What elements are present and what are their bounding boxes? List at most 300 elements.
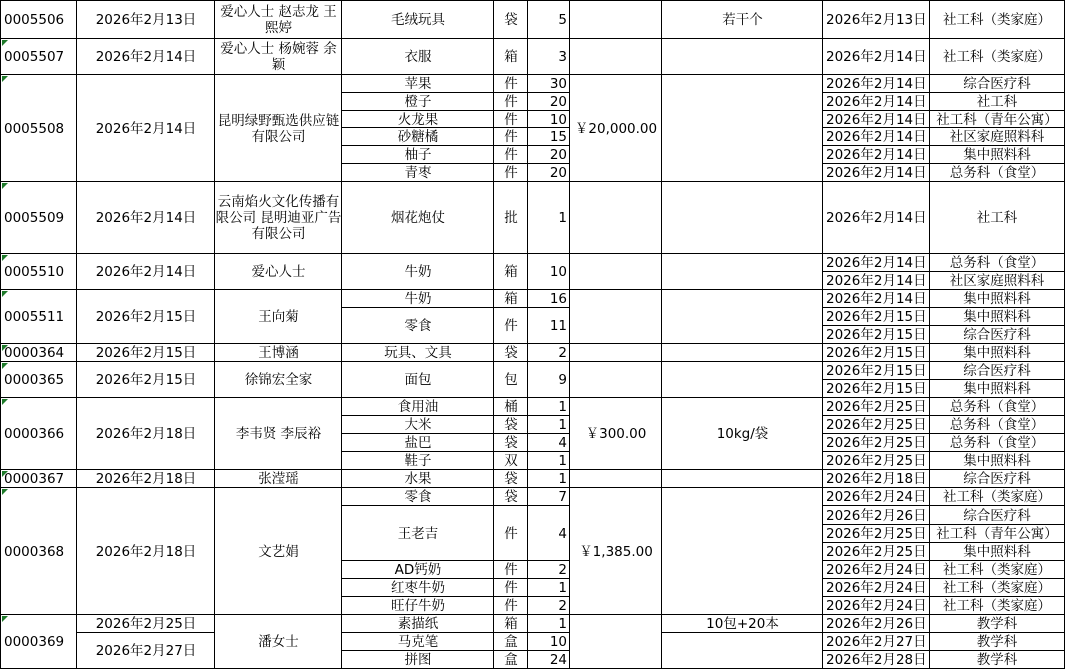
item-qty[interactable] bbox=[527, 415, 570, 434]
item-name[interactable] bbox=[341, 145, 494, 164]
item-name[interactable] bbox=[341, 181, 494, 254]
dist-date[interactable] bbox=[822, 524, 930, 543]
item-qty-text: 4 bbox=[558, 435, 567, 451]
note-text[interactable] bbox=[661, 38, 823, 75]
item-unit-text: 盒 bbox=[504, 634, 518, 650]
donor-name[interactable] bbox=[214, 343, 342, 362]
item-qty-text: 9 bbox=[558, 372, 567, 388]
item-unit-text: 件 bbox=[504, 165, 518, 181]
item-unit[interactable] bbox=[493, 505, 528, 561]
row-id-text: 0005511 bbox=[4, 309, 65, 325]
dist-dept[interactable] bbox=[929, 578, 1065, 597]
dist-date-text: 2026年2月14日 bbox=[826, 147, 927, 163]
item-unit-text: 桶 bbox=[504, 399, 518, 415]
item-qty[interactable] bbox=[527, 181, 570, 254]
row-id[interactable] bbox=[0, 74, 77, 182]
dist-date-text: 2026年2月13日 bbox=[826, 12, 927, 28]
dist-dept[interactable] bbox=[929, 469, 1065, 488]
donation-date[interactable] bbox=[76, 38, 215, 75]
item-name-text: 烟花炮仗 bbox=[391, 210, 445, 226]
item-name[interactable] bbox=[341, 632, 494, 651]
item-name-text: 食用油 bbox=[397, 399, 439, 415]
dist-dept-text: 集中照料科 bbox=[963, 291, 1031, 307]
dist-date-text: 2026年2月24日 bbox=[826, 489, 927, 505]
dist-date-text: 2026年2月14日 bbox=[826, 49, 927, 65]
donation-date[interactable] bbox=[76, 253, 215, 290]
item-name[interactable] bbox=[341, 361, 494, 398]
dist-dept[interactable] bbox=[929, 127, 1065, 146]
dist-date-text: 2026年2月24日 bbox=[826, 580, 927, 596]
item-name[interactable] bbox=[341, 253, 494, 290]
item-qty[interactable] bbox=[527, 163, 570, 182]
dist-dept-text: 社区家庭照料科 bbox=[949, 273, 1045, 289]
item-qty[interactable] bbox=[527, 505, 570, 561]
item-qty[interactable] bbox=[527, 0, 570, 39]
dist-date[interactable] bbox=[822, 38, 930, 75]
row-id[interactable] bbox=[0, 343, 77, 362]
dist-dept[interactable] bbox=[929, 560, 1065, 579]
item-qty-text: 2 bbox=[558, 345, 567, 361]
item-qty[interactable] bbox=[527, 361, 570, 398]
dist-dept[interactable] bbox=[929, 614, 1065, 633]
dist-dept[interactable] bbox=[929, 38, 1065, 75]
item-name-text: 大米 bbox=[404, 417, 432, 433]
item-name[interactable] bbox=[341, 74, 494, 93]
item-name[interactable] bbox=[341, 0, 494, 39]
row-id[interactable] bbox=[0, 487, 77, 615]
item-unit[interactable] bbox=[493, 289, 528, 308]
item-name-text: 青枣 bbox=[404, 165, 432, 181]
donor-name[interactable] bbox=[214, 361, 342, 398]
dist-date[interactable] bbox=[822, 650, 930, 669]
item-name[interactable] bbox=[341, 127, 494, 146]
item-name-text: 玩具、文具 bbox=[384, 345, 452, 361]
dist-date[interactable] bbox=[822, 74, 930, 93]
amount-value[interactable] bbox=[569, 289, 662, 344]
dist-date[interactable] bbox=[822, 397, 930, 416]
item-qty-text: 2 bbox=[558, 562, 567, 578]
item-unit-text: 盒 bbox=[504, 651, 518, 668]
item-qty[interactable] bbox=[527, 343, 570, 362]
dist-dept[interactable] bbox=[929, 379, 1065, 398]
dist-dept-text: 综合医疗科 bbox=[963, 471, 1031, 487]
amount-value[interactable] bbox=[569, 469, 662, 488]
dist-dept[interactable] bbox=[929, 433, 1065, 452]
amount-value[interactable] bbox=[569, 38, 662, 75]
dist-date[interactable] bbox=[822, 127, 930, 146]
row-id[interactable] bbox=[0, 181, 77, 254]
item-name[interactable] bbox=[341, 487, 494, 506]
donor-name-text: 王博涵 bbox=[258, 345, 299, 361]
dist-dept-text: 社工科 bbox=[976, 94, 1018, 110]
item-qty[interactable] bbox=[527, 469, 570, 488]
donor-name-text: 张滢瑶 bbox=[258, 471, 299, 487]
item-unit[interactable] bbox=[493, 578, 528, 597]
row-id[interactable] bbox=[0, 469, 77, 488]
note-text[interactable] bbox=[661, 361, 823, 398]
dist-date-text: 2026年2月15日 bbox=[826, 345, 927, 361]
dist-dept-text: 总务科（食堂） bbox=[949, 417, 1045, 433]
dist-dept[interactable] bbox=[929, 325, 1065, 344]
note-text[interactable] bbox=[661, 181, 823, 254]
item-qty-text: 20 bbox=[549, 165, 567, 181]
item-name[interactable] bbox=[341, 560, 494, 579]
dist-date[interactable] bbox=[822, 343, 930, 362]
item-qty[interactable] bbox=[527, 650, 570, 669]
item-unit[interactable] bbox=[493, 415, 528, 434]
item-unit[interactable] bbox=[493, 38, 528, 75]
item-qty[interactable] bbox=[527, 145, 570, 164]
donor-name-text: 爱心人士 赵志龙 王熙婷 bbox=[220, 4, 337, 36]
item-unit[interactable] bbox=[493, 92, 528, 111]
dist-dept[interactable] bbox=[929, 0, 1065, 39]
item-name[interactable] bbox=[341, 38, 494, 75]
item-unit[interactable] bbox=[493, 560, 528, 579]
dist-date[interactable] bbox=[822, 415, 930, 434]
dist-dept[interactable] bbox=[929, 451, 1065, 470]
row-id-text: 0005509 bbox=[4, 210, 65, 226]
item-unit-text: 件 bbox=[504, 598, 518, 614]
item-name[interactable] bbox=[341, 650, 494, 669]
dist-date[interactable] bbox=[822, 487, 930, 506]
dist-date[interactable] bbox=[822, 92, 930, 111]
item-name-text: 零食 bbox=[404, 318, 432, 334]
dist-dept[interactable] bbox=[929, 289, 1065, 308]
item-qty[interactable] bbox=[527, 451, 570, 470]
donor-name[interactable] bbox=[214, 469, 342, 488]
donor-name[interactable] bbox=[214, 38, 342, 75]
amount-value[interactable] bbox=[569, 0, 662, 39]
item-qty-text: 30 bbox=[549, 76, 567, 92]
dist-date[interactable] bbox=[822, 110, 930, 128]
row-id[interactable] bbox=[0, 38, 77, 75]
item-unit-text: 袋 bbox=[504, 12, 518, 28]
item-qty-text: 11 bbox=[549, 318, 567, 334]
item-qty-text: 16 bbox=[549, 291, 567, 307]
dist-dept[interactable] bbox=[929, 415, 1065, 434]
donation-date[interactable] bbox=[76, 632, 215, 669]
donation-date-text: 2026年2月15日 bbox=[95, 345, 197, 361]
item-qty[interactable] bbox=[527, 307, 570, 344]
item-qty[interactable] bbox=[527, 289, 570, 308]
item-unit-text: 袋 bbox=[504, 345, 518, 361]
donation-date[interactable] bbox=[76, 74, 215, 182]
donor-name[interactable] bbox=[214, 614, 342, 669]
item-name-text: AD钙奶 bbox=[394, 562, 442, 578]
dist-dept[interactable] bbox=[929, 505, 1065, 525]
row-id[interactable] bbox=[0, 397, 77, 470]
donation-date[interactable] bbox=[76, 397, 215, 470]
donor-name[interactable] bbox=[214, 74, 342, 182]
item-name-text: 红枣牛奶 bbox=[391, 580, 445, 596]
item-qty[interactable] bbox=[527, 433, 570, 452]
donation-date[interactable] bbox=[76, 343, 215, 362]
dist-date-text: 2026年2月27日 bbox=[826, 634, 927, 650]
donation-date[interactable] bbox=[76, 0, 215, 39]
dist-dept-text: 综合医疗科 bbox=[963, 327, 1031, 343]
item-unit-text: 包 bbox=[504, 372, 518, 388]
row-id-text: 0000364 bbox=[4, 345, 65, 361]
item-unit-text: 箱 bbox=[504, 264, 518, 280]
row-id[interactable] bbox=[0, 614, 77, 669]
item-unit[interactable] bbox=[493, 451, 528, 470]
item-qty-text: 5 bbox=[558, 12, 567, 28]
item-qty[interactable] bbox=[527, 578, 570, 597]
dist-date[interactable] bbox=[822, 469, 930, 488]
donor-name[interactable] bbox=[214, 487, 342, 615]
amount-value[interactable] bbox=[569, 397, 662, 470]
dist-date[interactable] bbox=[822, 0, 930, 39]
item-unit[interactable] bbox=[493, 487, 528, 506]
dist-date[interactable] bbox=[822, 560, 930, 579]
comment-indicator-icon bbox=[2, 40, 8, 46]
item-qty[interactable] bbox=[527, 487, 570, 506]
donor-name[interactable] bbox=[214, 181, 342, 254]
item-unit-text: 袋 bbox=[504, 435, 518, 451]
dist-dept-text: 综合医疗科 bbox=[963, 76, 1031, 92]
amount-value[interactable] bbox=[569, 487, 662, 615]
dist-date[interactable] bbox=[822, 596, 930, 615]
note-text[interactable] bbox=[661, 632, 823, 669]
dist-dept[interactable] bbox=[929, 650, 1065, 669]
item-qty[interactable] bbox=[527, 92, 570, 111]
item-unit[interactable] bbox=[493, 0, 528, 39]
donation-date-text: 2026年2月25日 bbox=[95, 616, 197, 632]
item-qty[interactable] bbox=[527, 596, 570, 615]
note-text[interactable] bbox=[661, 0, 823, 39]
note-text[interactable] bbox=[661, 614, 823, 633]
dist-dept-text: 集中照料科 bbox=[963, 309, 1031, 325]
item-unit[interactable] bbox=[493, 469, 528, 488]
item-name[interactable] bbox=[341, 307, 494, 344]
item-qty[interactable] bbox=[527, 632, 570, 651]
item-qty[interactable] bbox=[527, 38, 570, 75]
item-unit[interactable] bbox=[493, 614, 528, 633]
item-name[interactable] bbox=[341, 505, 494, 561]
dist-date[interactable] bbox=[822, 289, 930, 308]
dist-date-text: 2026年2月25日 bbox=[826, 435, 927, 451]
donation-date-text: 2026年2月14日 bbox=[95, 210, 197, 226]
dist-dept[interactable] bbox=[929, 145, 1065, 164]
dist-date-text: 2026年2月26日 bbox=[826, 616, 927, 632]
row-id[interactable] bbox=[0, 0, 77, 39]
dist-date-text: 2026年2月24日 bbox=[826, 598, 927, 614]
note-text[interactable] bbox=[661, 397, 823, 470]
dist-dept[interactable] bbox=[929, 110, 1065, 128]
item-qty-text: 2 bbox=[558, 598, 567, 614]
dist-date[interactable] bbox=[822, 307, 930, 326]
item-unit[interactable] bbox=[493, 74, 528, 93]
donor-name[interactable] bbox=[214, 397, 342, 470]
note-text[interactable] bbox=[661, 74, 823, 182]
item-unit[interactable] bbox=[493, 163, 528, 182]
item-name[interactable] bbox=[341, 469, 494, 488]
donation-date[interactable] bbox=[76, 289, 215, 344]
item-unit[interactable] bbox=[493, 181, 528, 254]
row-id-text: 0000366 bbox=[4, 426, 65, 442]
dist-date[interactable] bbox=[822, 451, 930, 470]
item-unit[interactable] bbox=[493, 632, 528, 651]
donation-date[interactable] bbox=[76, 469, 215, 488]
amount-value[interactable] bbox=[569, 614, 662, 669]
item-name-text: 毛绒玩具 bbox=[391, 12, 445, 28]
note-text[interactable] bbox=[661, 253, 823, 290]
dist-dept[interactable] bbox=[929, 596, 1065, 615]
item-name[interactable] bbox=[341, 614, 494, 633]
item-unit[interactable] bbox=[493, 433, 528, 452]
item-unit[interactable] bbox=[493, 145, 528, 164]
dist-dept[interactable] bbox=[929, 307, 1065, 326]
dist-dept-text: 总务科（食堂） bbox=[949, 255, 1045, 271]
row-id[interactable] bbox=[0, 361, 77, 398]
comment-indicator-icon bbox=[2, 363, 8, 369]
row-id[interactable] bbox=[0, 289, 77, 344]
item-name-text: 马克笔 bbox=[397, 634, 439, 650]
dist-date-text: 2026年2月14日 bbox=[826, 210, 927, 226]
amount-value[interactable] bbox=[569, 253, 662, 290]
dist-date[interactable] bbox=[822, 632, 930, 651]
item-name-text: 牛奶 bbox=[404, 264, 432, 280]
item-name-text: 盐巴 bbox=[404, 435, 432, 451]
dist-dept-text: 社工科（青年公寓） bbox=[936, 111, 1058, 128]
item-name[interactable] bbox=[341, 110, 494, 128]
dist-dept[interactable] bbox=[929, 632, 1065, 651]
comment-indicator-icon bbox=[2, 399, 8, 405]
donation-date[interactable] bbox=[76, 614, 215, 633]
dist-dept[interactable] bbox=[929, 343, 1065, 362]
dist-dept-text: 教学科 bbox=[976, 616, 1018, 632]
dist-date[interactable] bbox=[822, 163, 930, 182]
dist-dept-text: 社工科（类家庭） bbox=[943, 489, 1051, 505]
item-qty-text: 1 bbox=[558, 417, 567, 433]
item-qty[interactable] bbox=[527, 74, 570, 93]
dist-dept-text: 集中照料科 bbox=[963, 381, 1031, 397]
item-unit[interactable] bbox=[493, 397, 528, 416]
item-unit-text: 件 bbox=[504, 580, 518, 596]
note-text[interactable] bbox=[661, 487, 823, 615]
dist-dept-text: 集中照料科 bbox=[963, 345, 1031, 361]
row-id[interactable] bbox=[0, 253, 77, 290]
dist-dept-text: 集中照料科 bbox=[963, 453, 1031, 469]
donor-name[interactable] bbox=[214, 289, 342, 344]
donation-date-text: 2026年2月15日 bbox=[95, 309, 197, 325]
item-name-text: 拼图 bbox=[404, 651, 432, 668]
item-name[interactable] bbox=[341, 433, 494, 452]
dist-dept[interactable] bbox=[929, 542, 1065, 561]
item-qty[interactable] bbox=[527, 614, 570, 633]
note-text[interactable] bbox=[661, 289, 823, 344]
item-qty[interactable] bbox=[527, 397, 570, 416]
amount-value[interactable] bbox=[569, 343, 662, 362]
donor-name[interactable] bbox=[214, 0, 342, 39]
dist-dept[interactable] bbox=[929, 524, 1065, 543]
dist-date[interactable] bbox=[822, 181, 930, 254]
dist-date[interactable] bbox=[822, 271, 930, 290]
note-text[interactable] bbox=[661, 469, 823, 488]
item-qty-text: 3 bbox=[558, 49, 567, 65]
item-qty[interactable] bbox=[527, 127, 570, 146]
dist-date[interactable] bbox=[822, 361, 930, 380]
item-unit[interactable] bbox=[493, 253, 528, 290]
item-unit-text: 件 bbox=[504, 318, 518, 334]
dist-dept[interactable] bbox=[929, 74, 1065, 93]
item-name-text: 素描纸 bbox=[397, 616, 439, 632]
dist-date-text: 2026年2月15日 bbox=[826, 381, 927, 397]
item-qty[interactable] bbox=[527, 560, 570, 579]
dist-dept-text: 社工科 bbox=[976, 210, 1018, 226]
dist-date[interactable] bbox=[822, 433, 930, 452]
item-unit[interactable] bbox=[493, 110, 528, 128]
item-unit-text: 袋 bbox=[504, 471, 518, 487]
item-unit[interactable] bbox=[493, 127, 528, 146]
item-name-text: 水果 bbox=[404, 471, 432, 487]
item-name[interactable] bbox=[341, 163, 494, 182]
dist-date[interactable] bbox=[822, 145, 930, 164]
item-unit[interactable] bbox=[493, 596, 528, 615]
row-id-text: 0000365 bbox=[4, 372, 65, 388]
item-name-text: 王老吉 bbox=[397, 525, 439, 542]
dist-date[interactable] bbox=[822, 614, 930, 633]
donation-date[interactable] bbox=[76, 181, 215, 254]
note-text[interactable] bbox=[661, 343, 823, 362]
dist-date[interactable] bbox=[822, 505, 930, 525]
item-qty-text: 10 bbox=[549, 264, 567, 280]
dist-dept-text: 综合医疗科 bbox=[963, 507, 1031, 524]
item-name[interactable] bbox=[341, 397, 494, 416]
dist-dept[interactable] bbox=[929, 163, 1065, 182]
item-name[interactable] bbox=[341, 451, 494, 470]
donor-name-text: 潘女士 bbox=[258, 633, 299, 650]
dist-date[interactable] bbox=[822, 325, 930, 344]
dist-date[interactable] bbox=[822, 578, 930, 597]
amount-value[interactable] bbox=[569, 74, 662, 182]
item-unit[interactable] bbox=[493, 361, 528, 398]
dist-dept[interactable] bbox=[929, 361, 1065, 380]
donor-name[interactable] bbox=[214, 253, 342, 290]
item-name[interactable] bbox=[341, 343, 494, 362]
donation-date-text: 2026年2月15日 bbox=[95, 372, 197, 388]
dist-dept[interactable] bbox=[929, 253, 1065, 272]
donation-date[interactable] bbox=[76, 361, 215, 398]
dist-dept[interactable] bbox=[929, 92, 1065, 111]
item-name-text: 面包 bbox=[404, 372, 432, 388]
dist-date[interactable] bbox=[822, 379, 930, 398]
item-qty[interactable] bbox=[527, 110, 570, 128]
item-name[interactable] bbox=[341, 415, 494, 434]
item-qty[interactable] bbox=[527, 253, 570, 290]
item-name[interactable] bbox=[341, 92, 494, 111]
dist-dept-text: 社工科（类家庭） bbox=[943, 49, 1051, 65]
dist-dept-text: 集中照料科 bbox=[963, 544, 1031, 560]
item-name-text: 衣服 bbox=[404, 49, 432, 65]
item-unit[interactable] bbox=[493, 343, 528, 362]
item-qty-text: 1 bbox=[558, 453, 567, 469]
item-name[interactable] bbox=[341, 596, 494, 615]
dist-dept[interactable] bbox=[929, 487, 1065, 506]
amount-value[interactable] bbox=[569, 361, 662, 398]
dist-date[interactable] bbox=[822, 253, 930, 272]
amount-value[interactable] bbox=[569, 181, 662, 254]
dist-dept[interactable] bbox=[929, 181, 1065, 254]
dist-dept[interactable] bbox=[929, 271, 1065, 290]
dist-dept[interactable] bbox=[929, 397, 1065, 416]
item-name[interactable] bbox=[341, 289, 494, 308]
item-unit[interactable] bbox=[493, 307, 528, 344]
donation-date[interactable] bbox=[76, 487, 215, 615]
item-unit[interactable] bbox=[493, 650, 528, 669]
item-name[interactable] bbox=[341, 578, 494, 597]
dist-date[interactable] bbox=[822, 542, 930, 561]
